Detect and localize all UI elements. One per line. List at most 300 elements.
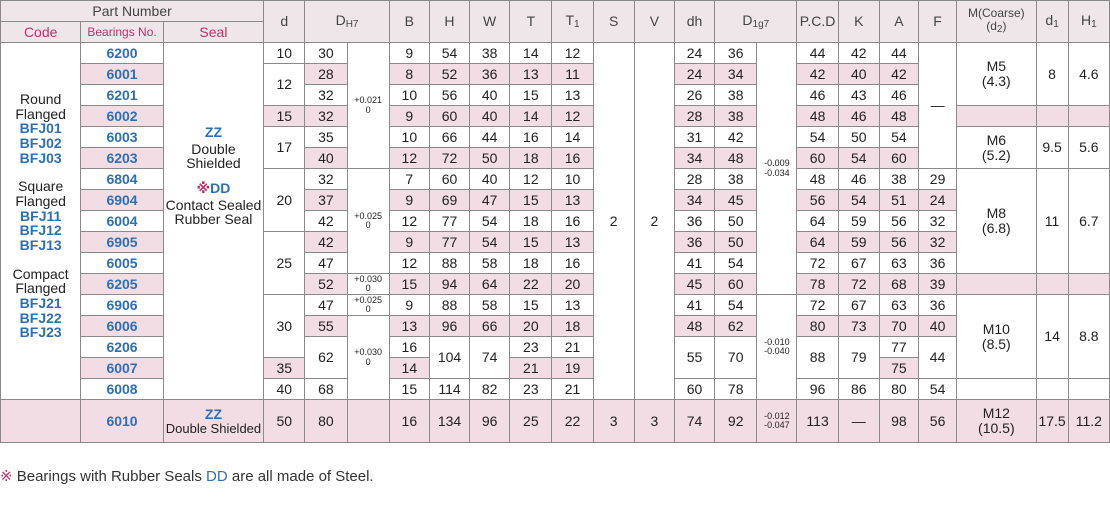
cell-D1: 36 <box>715 43 757 64</box>
cell-T: 16 <box>510 127 552 148</box>
cell-T1: 13 <box>552 85 593 106</box>
bearing-no: 6008 <box>81 379 163 400</box>
cell-H: 88 <box>429 295 469 316</box>
cell-pcd: 96 <box>797 379 838 400</box>
cell-d1: 11 <box>1036 169 1068 274</box>
cell-D1: 60 <box>715 274 757 295</box>
header-h: H <box>429 1 469 43</box>
tol-dh7: +0.021 0 <box>347 43 389 169</box>
cell-F: 44 <box>919 337 957 379</box>
square-flanged-code-0: BFJ11 <box>20 207 62 224</box>
cell-D: 80 <box>305 400 347 443</box>
cell-D: 42 <box>305 211 347 232</box>
cell-W: 64 <box>470 274 510 295</box>
cell-T: 22 <box>510 274 552 295</box>
cell-K: 42 <box>838 43 879 64</box>
cell-K: 86 <box>838 379 879 400</box>
cell-F: 36 <box>919 253 957 274</box>
cell-d1-empty <box>1036 106 1068 127</box>
cell-A: 70 <box>879 316 918 337</box>
tol-d1g7: -0.009 -0.034 <box>757 43 797 295</box>
cell-B: 14 <box>389 358 429 379</box>
cell-A: 46 <box>879 85 918 106</box>
cell-d1-empty <box>1036 274 1068 295</box>
cell-D1: 38 <box>715 85 757 106</box>
tol-dh7: +0.025 0 <box>347 169 389 274</box>
cell-D: 42 <box>305 232 347 253</box>
bearing-no: 6203 <box>81 148 163 169</box>
cell-D1: 70 <box>715 337 757 379</box>
header-d1g7: $D_{1g7}$ <box>715 1 797 43</box>
header-code: Code <box>1 22 81 43</box>
cell-dh: 28 <box>674 169 714 190</box>
cell-dh: 45 <box>674 274 714 295</box>
cell-dh: 28 <box>674 106 714 127</box>
cell-d1-empty <box>1036 379 1068 400</box>
bearing-no: 6010 <box>81 400 163 443</box>
cell-h1: 6.7 <box>1068 169 1109 274</box>
cell-A: 60 <box>879 148 918 169</box>
cell-pcd: 78 <box>797 274 838 295</box>
cell-dh: 55 <box>674 337 714 379</box>
cell-H: 104 <box>429 337 469 379</box>
cell-T: 13 <box>510 64 552 85</box>
cell-K: 79 <box>838 337 879 379</box>
cell-V: 3 <box>634 400 674 443</box>
header-f: F <box>919 1 957 43</box>
bearing-no: 6005 <box>81 253 163 274</box>
cell-T1: 18 <box>552 316 593 337</box>
cell-T1: 21 <box>552 337 593 358</box>
cell-B: 12 <box>389 253 429 274</box>
cell-F: 24 <box>919 190 957 211</box>
square-flanged-label: Square Flanged <box>15 178 66 209</box>
cell-d: 35 <box>264 358 305 379</box>
cell-D: 55 <box>305 316 347 337</box>
cell-A: 63 <box>879 253 918 274</box>
cell-T1: 16 <box>552 211 593 232</box>
cell-D: 47 <box>305 295 347 316</box>
cell-T: 15 <box>510 190 552 211</box>
cell-T: 21 <box>510 358 552 379</box>
cell-H: 134 <box>429 400 469 443</box>
compact-flanged-code-0: BFJ21 <box>19 295 62 312</box>
header-dh: dh <box>674 1 714 43</box>
cell-T1: 21 <box>552 379 593 400</box>
cell-A: 75 <box>879 358 918 379</box>
cell-T: 14 <box>510 43 552 64</box>
cell-D: 68 <box>305 379 347 400</box>
seal-last-double-shielded: Double Shielded <box>165 420 262 436</box>
cell-dh: 26 <box>674 85 714 106</box>
cell-dh: 24 <box>674 64 714 85</box>
cell-T1: 22 <box>552 400 593 443</box>
footnote-text-after: are all made of Steel. <box>227 468 374 485</box>
cell-d: 17 <box>264 127 305 169</box>
cell-d1: 17.5 <box>1036 400 1068 443</box>
bearing-no: 6002 <box>81 106 163 127</box>
cell-B: 9 <box>389 295 429 316</box>
tol-dh7: +0.030 0 <box>347 316 389 400</box>
tol-dh7: +0.025 0 <box>347 295 389 316</box>
cell-K: 46 <box>838 169 879 190</box>
cell-A: 51 <box>879 190 918 211</box>
cell-D1: 42 <box>715 127 757 148</box>
cell-D1: 54 <box>715 295 757 316</box>
cell-d: 10 <box>264 43 305 64</box>
cell-h1-empty <box>1068 106 1109 127</box>
seal-dd-text: DD <box>210 180 231 196</box>
cell-H: 69 <box>429 190 469 211</box>
cell-W: 54 <box>470 232 510 253</box>
header-dh7: $D_{H7}$ <box>305 1 389 43</box>
cell-dh: 34 <box>674 190 714 211</box>
bearing-no: 6003 <box>81 127 163 148</box>
cell-d: 30 <box>264 295 305 358</box>
cell-B: 13 <box>389 316 429 337</box>
cell-B: 15 <box>389 274 429 295</box>
cell-T1: 16 <box>552 148 593 169</box>
cell-H: 77 <box>429 211 469 232</box>
cell-T: 18 <box>510 211 552 232</box>
cell-K: 40 <box>838 64 879 85</box>
cell-m-empty <box>957 274 1036 295</box>
cell-dh: 41 <box>674 295 714 316</box>
cell-T1: 14 <box>552 127 593 148</box>
code-column <box>1 43 81 400</box>
cell-B: 10 <box>389 127 429 148</box>
seal-contact-sealed: Contact Sealed Rubber Seal <box>165 196 262 228</box>
cell-m-coarse: M5 (4.3) <box>957 43 1036 106</box>
cell-D1: 92 <box>715 400 757 443</box>
header-d: d <box>264 1 305 43</box>
cell-dh: 74 <box>674 400 714 443</box>
cell-H: 60 <box>429 169 469 190</box>
cell-d: 50 <box>264 400 305 443</box>
cell-S: 2 <box>593 43 634 400</box>
cell-T: 25 <box>510 400 552 443</box>
code-cell-empty <box>1 400 81 443</box>
cell-K: 54 <box>838 190 879 211</box>
cell-B: 16 <box>389 337 429 358</box>
cell-h1: 11.2 <box>1068 400 1109 443</box>
cell-h1-empty <box>1068 274 1109 295</box>
cell-H: 96 <box>429 316 469 337</box>
cell-D1: 34 <box>715 64 757 85</box>
bearing-no: 6906 <box>81 295 163 316</box>
cell-K: — <box>838 400 879 443</box>
cell-T1: 10 <box>552 169 593 190</box>
compact-flanged-code-1: BFJ22 <box>19 309 62 326</box>
cell-m-coarse: M10 (8.5) <box>957 295 1036 379</box>
cell-pcd: 48 <box>797 169 838 190</box>
cell-pcd: 42 <box>797 64 838 85</box>
cell-d: 25 <box>264 232 305 295</box>
tol-d1g7: -0.012 -0.047 <box>757 400 797 443</box>
cell-D1: 50 <box>715 232 757 253</box>
cell-K: 67 <box>838 295 879 316</box>
cell-m-coarse: M6 (5.2) <box>957 127 1036 169</box>
cell-W: 40 <box>470 85 510 106</box>
cell-T: 12 <box>510 169 552 190</box>
cell-D: 28 <box>305 64 347 85</box>
header-pcd: P.C.D <box>797 1 838 43</box>
cell-D: 32 <box>305 169 347 190</box>
cell-T: 15 <box>510 295 552 316</box>
cell-pcd: 48 <box>797 106 838 127</box>
cell-A: 54 <box>879 127 918 148</box>
bearing-no: 6001 <box>81 64 163 85</box>
tol-dh7-empty <box>347 400 389 443</box>
header-h1: $H_1$ <box>1068 1 1109 43</box>
cell-A: 42 <box>879 64 918 85</box>
tol-d1g7: -0.010 -0.040 <box>757 295 797 400</box>
cell-D: 32 <box>305 106 347 127</box>
cell-F: — <box>919 43 957 169</box>
header-s: S <box>593 1 634 43</box>
cell-D1: 38 <box>715 106 757 127</box>
cell-W: 74 <box>470 337 510 379</box>
round-flanged-code-0: BFJ01 <box>19 120 62 137</box>
bearing-no: 6205 <box>81 274 163 295</box>
cell-H: 56 <box>429 85 469 106</box>
cell-T: 23 <box>510 337 552 358</box>
header-a: A <box>879 1 918 43</box>
compact-flanged-label: Compact Flanged <box>12 265 69 297</box>
cell-W: 66 <box>470 316 510 337</box>
cell-D: 30 <box>305 43 347 64</box>
cell-T: 23 <box>510 379 552 400</box>
cell-H: 77 <box>429 232 469 253</box>
cell-K: 59 <box>838 211 879 232</box>
cell-m-coarse: M12 (10.5) <box>957 400 1036 443</box>
cell-D: 40 <box>305 148 347 169</box>
cell-A: 56 <box>879 232 918 253</box>
cell-K: 67 <box>838 253 879 274</box>
cell-B: 9 <box>389 190 429 211</box>
bearing-no: 6006 <box>81 316 163 337</box>
cell-W: 58 <box>470 295 510 316</box>
cell-h1: 4.6 <box>1068 43 1109 106</box>
cell-W: 58 <box>470 253 510 274</box>
table-row <box>1 400 1110 443</box>
cell-dh: 34 <box>674 148 714 169</box>
cell-T1: 16 <box>552 253 593 274</box>
header-b: B <box>389 1 429 43</box>
cell-pcd: 60 <box>797 148 838 169</box>
cell-K: 73 <box>838 316 879 337</box>
cell-W: 40 <box>470 169 510 190</box>
cell-T: 20 <box>510 316 552 337</box>
cell-W: 38 <box>470 43 510 64</box>
cell-T1: 13 <box>552 190 593 211</box>
cell-K: 72 <box>838 274 879 295</box>
cell-D1: 45 <box>715 190 757 211</box>
cell-D: 52 <box>305 274 347 295</box>
cell-B: 15 <box>389 379 429 400</box>
cell-D1: 78 <box>715 379 757 400</box>
header-d1: $d_1$ <box>1036 1 1068 43</box>
seal-dd <box>164 181 263 196</box>
cell-T1: 20 <box>552 274 593 295</box>
cell-dh: 36 <box>674 232 714 253</box>
header-w: W <box>470 1 510 43</box>
round-flanged-label: Round Flanged <box>15 90 66 122</box>
cell-H: 66 <box>429 127 469 148</box>
cell-dh: 36 <box>674 211 714 232</box>
cell-T1: 11 <box>552 64 593 85</box>
seal-dd-mark: ※ <box>196 180 211 196</box>
seal-zz: ZZ <box>204 123 222 140</box>
cell-F: 40 <box>919 316 957 337</box>
cell-B: 9 <box>389 43 429 64</box>
cell-D1: 48 <box>715 148 757 169</box>
cell-W: 47 <box>470 190 510 211</box>
cell-A: 77 <box>879 337 918 358</box>
footnote-dd: DD <box>206 468 228 485</box>
seal-last-zz: ZZ <box>204 405 222 422</box>
cell-d1: 14 <box>1036 295 1068 379</box>
cell-pcd: 80 <box>797 316 838 337</box>
round-flanged-code-2: BFJ03 <box>19 149 62 166</box>
cell-T1: 13 <box>552 232 593 253</box>
cell-dh: 31 <box>674 127 714 148</box>
cell-W: 50 <box>470 148 510 169</box>
cell-T1: 19 <box>552 358 593 379</box>
cell-d1: 8 <box>1036 43 1068 106</box>
cell-F: 54 <box>919 379 957 400</box>
header-m-coarse: M(Coarse) $(d_2)$ <box>957 1 1036 43</box>
cell-T: 14 <box>510 106 552 127</box>
cell-D1: 54 <box>715 253 757 274</box>
bearing-no: 6007 <box>81 358 163 379</box>
cell-D1: 62 <box>715 316 757 337</box>
cell-K: 59 <box>838 232 879 253</box>
cell-H: 60 <box>429 106 469 127</box>
cell-dh: 41 <box>674 253 714 274</box>
header-t: T <box>510 1 552 43</box>
cell-F: 32 <box>919 232 957 253</box>
cell-d: 20 <box>264 169 305 232</box>
cell-H: 72 <box>429 148 469 169</box>
table-row <box>1 43 1110 64</box>
cell-D1: 50 <box>715 211 757 232</box>
header-bearings-no: Bearings No. <box>81 22 163 43</box>
cell-T1: 12 <box>552 43 593 64</box>
cell-B: 9 <box>389 106 429 127</box>
cell-B: 9 <box>389 232 429 253</box>
cell-W: 36 <box>470 64 510 85</box>
cell-F: 36 <box>919 295 957 316</box>
cell-T1: 12 <box>552 106 593 127</box>
cell-m-coarse: M8 (6.8) <box>957 169 1036 274</box>
cell-F: 32 <box>919 211 957 232</box>
cell-V: 2 <box>634 43 674 400</box>
cell-pcd: 64 <box>797 211 838 232</box>
bearing-no: 6804 <box>81 169 163 190</box>
cell-T: 18 <box>510 148 552 169</box>
bearing-no: 6905 <box>81 232 163 253</box>
cell-T: 15 <box>510 232 552 253</box>
cell-B: 16 <box>389 400 429 443</box>
cell-dh: 48 <box>674 316 714 337</box>
cell-B: 12 <box>389 211 429 232</box>
square-flanged-code-2: BFJ13 <box>19 237 62 254</box>
cell-W: 96 <box>470 400 510 443</box>
cell-D: 62 <box>305 337 347 379</box>
cell-d1: 9.5 <box>1036 127 1068 169</box>
cell-pcd: 44 <box>797 43 838 64</box>
cell-A: 44 <box>879 43 918 64</box>
bearing-no: 6201 <box>81 85 163 106</box>
cell-pcd: 113 <box>797 400 838 443</box>
cell-D: 37 <box>305 190 347 211</box>
cell-W: 40 <box>470 106 510 127</box>
cell-dh: 24 <box>674 43 714 64</box>
cell-m-empty <box>957 106 1036 127</box>
cell-pcd: 54 <box>797 127 838 148</box>
cell-T: 15 <box>510 85 552 106</box>
cell-A: 98 <box>879 400 918 443</box>
cell-A: 63 <box>879 295 918 316</box>
cell-S: 3 <box>593 400 634 443</box>
cell-W: 44 <box>470 127 510 148</box>
cell-T1: 13 <box>552 295 593 316</box>
header-t1: $T_1$ <box>552 1 593 43</box>
cell-D: 32 <box>305 85 347 106</box>
cell-B: 7 <box>389 169 429 190</box>
seal-column <box>163 43 263 400</box>
cell-pcd: 64 <box>797 232 838 253</box>
compact-flanged-code-2: BFJ23 <box>19 324 62 341</box>
bearing-no: 6206 <box>81 337 163 358</box>
cell-dh: 60 <box>674 379 714 400</box>
cell-pcd: 72 <box>797 253 838 274</box>
seal-double-shielded: Double Shielded <box>186 140 241 172</box>
cell-D: 47 <box>305 253 347 274</box>
cell-d: 40 <box>264 379 305 400</box>
cell-h1-empty <box>1068 379 1109 400</box>
round-flanged-code-1: BFJ02 <box>19 134 62 151</box>
cell-h1: 8.8 <box>1068 295 1109 379</box>
cell-K: 43 <box>838 85 879 106</box>
cell-H: 52 <box>429 64 469 85</box>
cell-A: 68 <box>879 274 918 295</box>
cell-A: 56 <box>879 211 918 232</box>
footnote <box>0 467 374 485</box>
cell-d: 12 <box>264 64 305 106</box>
header-part-number: Part Number <box>1 1 264 22</box>
cell-B: 10 <box>389 85 429 106</box>
cell-pcd: 72 <box>797 295 838 316</box>
cell-d: 15 <box>264 106 305 127</box>
cell-F: 56 <box>919 400 957 443</box>
cell-D1: 38 <box>715 169 757 190</box>
footnote-mark: ※ <box>0 468 13 485</box>
seal-last <box>163 400 263 443</box>
cell-h1: 5.6 <box>1068 127 1109 169</box>
cell-B: 12 <box>389 148 429 169</box>
cell-H: 88 <box>429 253 469 274</box>
cell-W: 54 <box>470 211 510 232</box>
cell-m-empty <box>957 379 1036 400</box>
cell-F: 39 <box>919 274 957 295</box>
cell-pcd: 88 <box>797 337 838 379</box>
cell-K: 54 <box>838 148 879 169</box>
bearing-no: 6200 <box>81 43 163 64</box>
cell-H: 94 <box>429 274 469 295</box>
footnote-text-before: Bearings with Rubber Seals <box>12 468 207 485</box>
